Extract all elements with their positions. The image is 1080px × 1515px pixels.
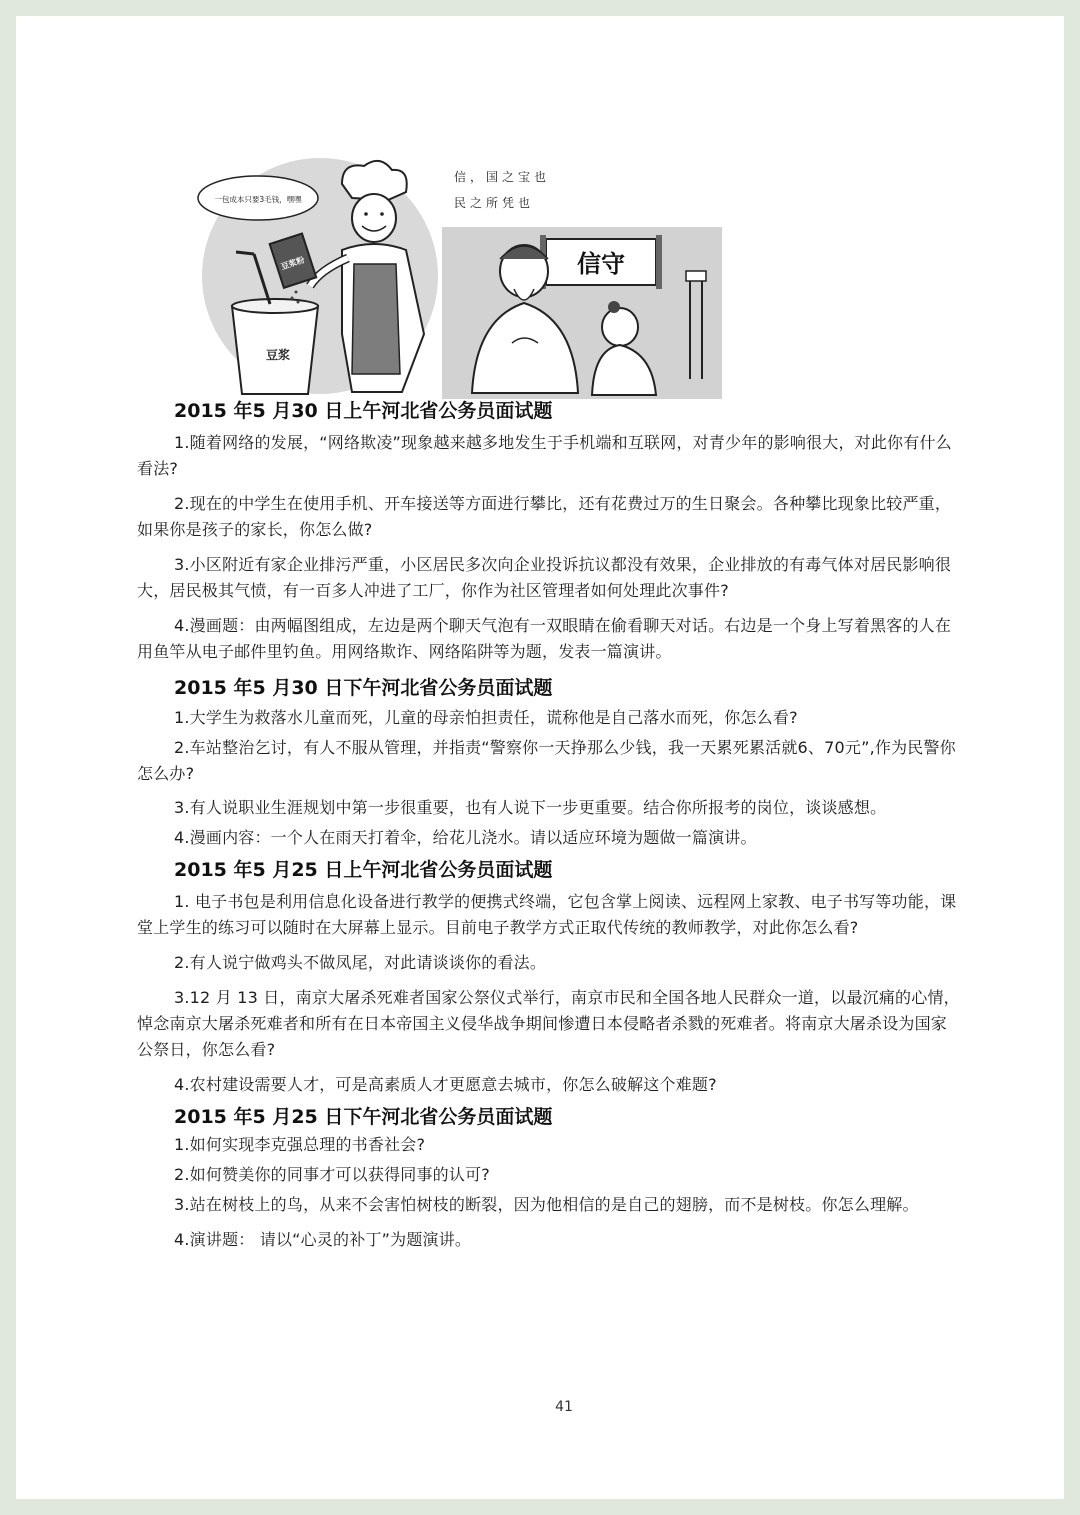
section-title: 2015 年5 月25 日下午河北省公务员面试题 [174,1106,553,1128]
document-page [16,16,1064,1499]
question: 2.车站整治乞讨，有人不服从管理，并指责“警察你一天挣那么少钱，我一天累死累活就6、70元”,作为民警你怎么办? [137,738,956,783]
section-title: 2015 年5 月30 日上午河北省公务员面试题 [174,400,553,422]
quote-line-1: 信，国之宝也 [454,170,551,184]
quote-line-2: 民之所凭也 [454,196,535,210]
page-number: 41 [555,1399,573,1415]
question: 3.小区附近有家企业排污严重，小区居民多次向企业投诉抗议都没有效果，企业排放的有毒气体对居民影响很大，居民极其气愤，有一百多人冲进了工厂，你作为社区管理者如何处理此次事件? [137,555,952,600]
soymilk-cartoon [192,154,454,398]
question: 2.如何赞美你的同事才可以获得同事的认可? [174,1165,490,1184]
question: 4.演讲题： 请以“心灵的补丁”为题演讲。 [174,1230,472,1249]
question: 4.漫画内容：一个人在雨天打着伞，给花儿浇水。请以适应环境为题做一篇演讲。 [174,828,757,847]
section-title: 2015 年5 月30 日下午河北省公务员面试题 [174,677,553,699]
question: 1. 电子书包是利用信息化设备进行教学的便携式终端，它包含掌上阅读、远程网上家教、电子书写等功能，课堂上学生的练习可以随时在大屏幕上显示。目前电子教学方式正取代传统的教师教学，对此你怎么看? [137,892,957,937]
question: 1.随着网络的发展，“网络欺凌”现象越来越多地发生于手机端和互联网，对青少年的影响很大，对此你有什么看法? [137,433,952,478]
scroll-text: 信守 [577,250,625,278]
question: 3.12 月 13 日，南京大屠杀死难者国家公祭仪式举行，南京市民和全国各地人民群众一道，以最沉痛的心情，悼念南京大屠杀死难者和所有在日本帝国主义侵华战争期间惨遭日本侵略者杀戮的死难者。将南京大屠杀设为国家公祭日，你怎么看? [137,988,960,1059]
trust-cartoon [442,143,722,399]
exam-content [137,394,962,1253]
question: 1.如何实现李克强总理的书香社会? [174,1135,426,1154]
question: 3.有人说职业生涯规划中第一步很重要，也有人说下一步更重要。结合你所报考的岗位，谈谈感想。 [174,798,887,817]
bubble-text: 一包成本只要3毛钱，嘿嘿 [214,195,302,204]
question: 4.农村建设需要人才，可是高素质人才更愿意去城市，你怎么破解这个难题? [174,1075,717,1094]
question: 3.站在树枝上的鸟，从来不会害怕树枝的断裂，因为他相信的是自己的翅膀，而不是树枝。你怎么理解。 [174,1195,919,1214]
question: 4.漫画题：由两幅图组成，左边是两个聊天气泡有一双眼睛在偷看聊天对话。右边是一个身上写着黑客的人在用鱼竿从电子邮件里钓鱼。用网络欺诈、网络陷阱等为题，发表一篇演讲。 [137,616,952,661]
bag-label: 豆浆粉 [279,255,306,272]
question: 2.有人说宁做鸡头不做凤尾，对此请谈谈你的看法。 [174,953,547,972]
section-title: 2015 年5 月25 日上午河北省公务员面试题 [174,859,553,881]
question: 2.现在的中学生在使用手机、开车接送等方面进行攀比，还有花费过万的生日聚会。各种攀比现象比较严重，如果你是孩子的家长，你怎么做? [137,494,952,539]
question: 1.大学生为救落水儿童而死，儿童的母亲怕担责任，谎称他是自己落水而死，你怎么看? [174,708,798,727]
cup-label: 豆浆 [265,348,291,362]
